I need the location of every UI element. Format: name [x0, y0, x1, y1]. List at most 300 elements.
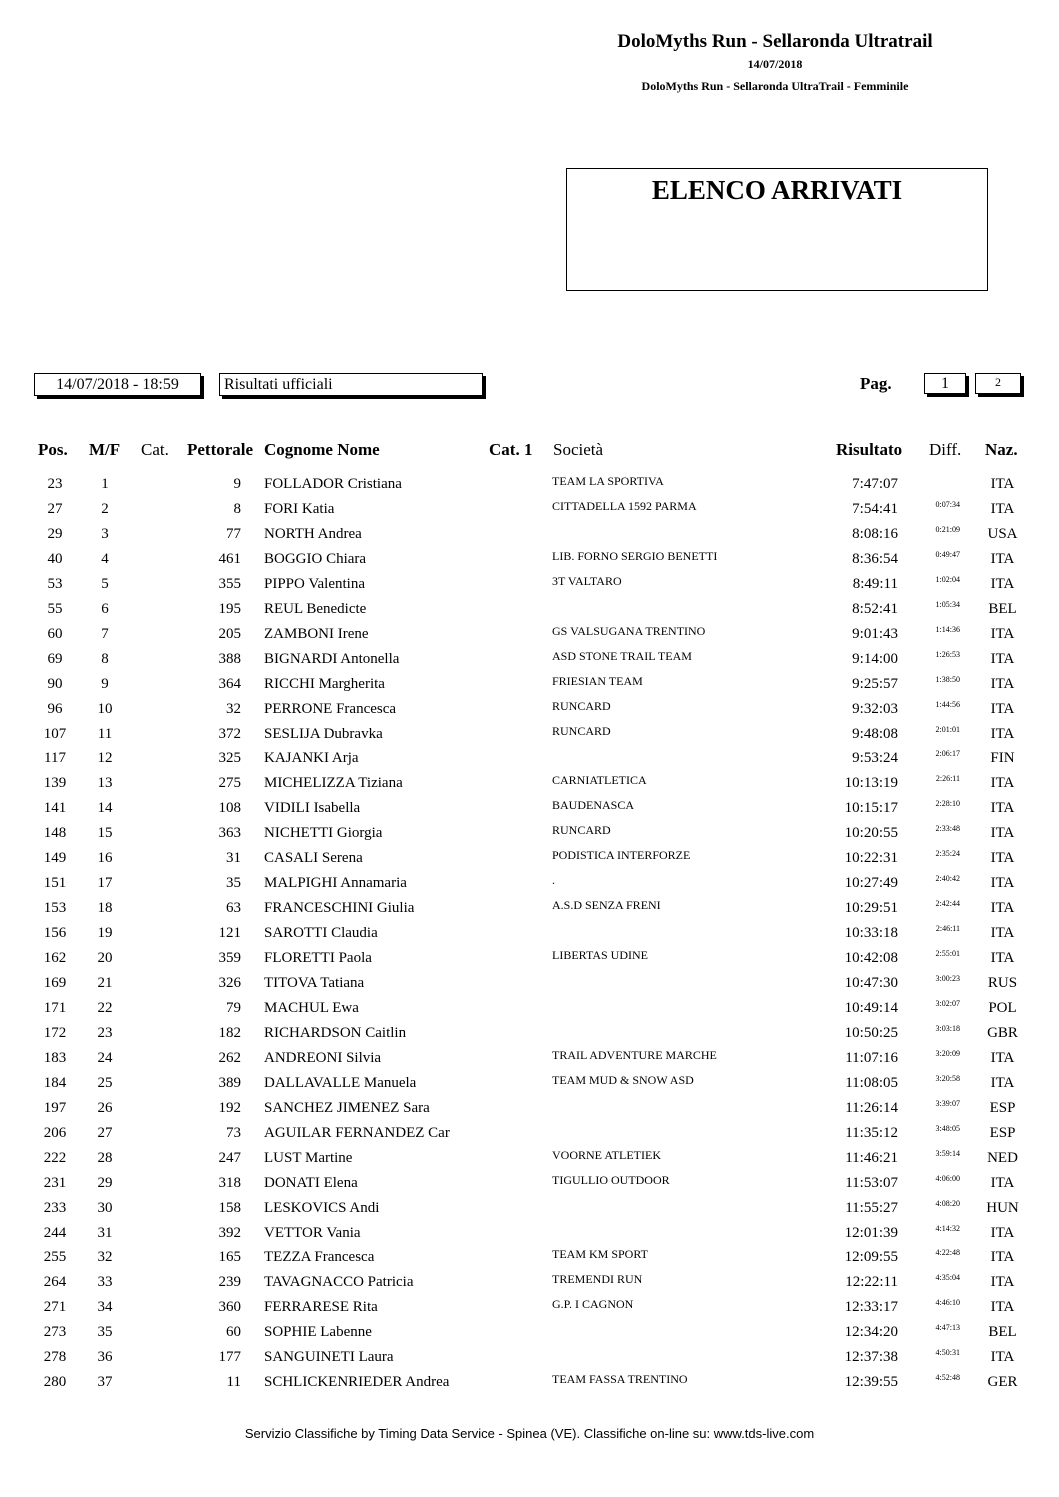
table-row	[0, 820, 1059, 845]
row-diff: 3:20:09	[935, 1048, 960, 1058]
row-risultato: 12:22:11	[845, 1274, 898, 1291]
row-pos: 23	[47, 476, 63, 492]
table-row	[0, 1220, 1059, 1245]
report-title-box	[566, 168, 988, 291]
table-row	[0, 945, 1059, 970]
row-risultato: 9:53:24	[852, 750, 898, 767]
row-pos: 60	[47, 625, 63, 642]
row-name: LESKOVICS Andi	[264, 1199, 380, 1216]
row-mf: 28	[97, 1149, 113, 1166]
row-societa: RUNCARD	[552, 698, 611, 713]
row-mf: 17	[97, 875, 113, 892]
row-risultato: 10:13:19	[844, 775, 898, 792]
row-naz: ITA	[990, 700, 1015, 717]
row-pos: 233	[43, 1199, 67, 1216]
row-diff: 2:06:17	[935, 749, 960, 759]
row-societa: A.S.D SENZA FRENI	[552, 898, 661, 913]
row-pos: 156	[43, 925, 67, 942]
row-mf: 14	[97, 800, 113, 817]
row-name: BOGGIO Chiara	[264, 550, 367, 567]
row-naz: ITA	[990, 675, 1015, 692]
row-mf: 12	[97, 750, 113, 767]
row-pettorale: 32	[226, 700, 241, 717]
row-risultato: 8:36:54	[852, 550, 898, 567]
row-pos: 244	[43, 1224, 67, 1241]
row-name: DONATI Elena	[264, 1174, 358, 1191]
table-row	[0, 646, 1059, 671]
row-risultato: 12:34:20	[844, 1324, 898, 1341]
row-mf: 37	[97, 1374, 113, 1391]
row-pos: 273	[43, 1324, 67, 1341]
row-mf: 11	[97, 725, 113, 742]
row-pettorale: 461	[218, 550, 241, 567]
row-naz: ITA	[990, 575, 1015, 592]
row-risultato: 9:48:08	[852, 725, 898, 742]
col-risultato: Risultato	[836, 440, 903, 459]
datetime-field: 14/07/2018 - 18:59	[34, 373, 201, 396]
event-date: 14/07/2018	[747, 57, 803, 71]
col-pettorale: Pettorale	[187, 440, 254, 459]
row-pos: 151	[43, 875, 67, 892]
row-pos: 96	[47, 700, 63, 717]
page-label: Pag.	[860, 374, 892, 393]
row-naz: ITA	[990, 1049, 1015, 1066]
row-diff: 2:35:24	[935, 849, 960, 859]
row-societa: GS VALSUGANA TRENTINO	[552, 623, 706, 638]
col-mf: M/F	[89, 440, 121, 459]
row-mf: 35	[97, 1324, 113, 1341]
row-societa: TEAM FASSA TRENTINO	[552, 1372, 688, 1387]
row-mf: 25	[97, 1074, 113, 1091]
row-pettorale: 177	[218, 1349, 241, 1366]
row-diff: 3:20:58	[935, 1073, 960, 1083]
table-row	[0, 546, 1059, 571]
row-risultato: 12:33:17	[844, 1299, 898, 1316]
status-field: Risultati ufficiali	[219, 373, 483, 396]
row-risultato: 11:07:16	[845, 1049, 898, 1066]
row-mf: 20	[97, 950, 113, 967]
row-pettorale: 355	[218, 575, 241, 592]
row-mf: 10	[97, 700, 113, 717]
row-diff: 4:06:00	[935, 1173, 960, 1183]
row-societa: CITTADELLA 1592 PARMA	[552, 498, 697, 513]
row-naz: ITA	[990, 775, 1015, 792]
row-mf: 4	[101, 550, 109, 567]
row-name: MICHELIZZA Tiziana	[264, 775, 403, 792]
row-diff: 0:07:34	[935, 499, 960, 509]
col-nome: Cognome Nome	[264, 440, 380, 459]
row-mf: 5	[101, 575, 109, 592]
row-pettorale: 182	[218, 1024, 241, 1041]
row-pos: 27	[47, 500, 63, 517]
row-mf: 9	[101, 675, 109, 692]
row-risultato: 12:37:38	[844, 1349, 898, 1366]
row-name: SOPHIE Labenne	[264, 1324, 372, 1341]
row-naz: ESP	[989, 1124, 1016, 1141]
row-pos: 29	[47, 525, 63, 542]
table-row	[0, 496, 1059, 521]
row-risultato: 8:08:16	[852, 525, 898, 542]
row-pos: 107	[43, 725, 67, 742]
row-naz: ITA	[990, 925, 1015, 942]
row-mf: 3	[101, 525, 109, 542]
row-diff: 0:21:09	[935, 524, 960, 534]
row-mf: 22	[97, 999, 113, 1016]
row-name: ZAMBONI Irene	[264, 625, 369, 642]
row-mf: 6	[101, 600, 109, 617]
table-row	[0, 1195, 1059, 1220]
row-naz: ITA	[990, 900, 1015, 917]
row-name: ANDREONI Silvia	[264, 1049, 382, 1066]
row-pettorale: 318	[218, 1174, 241, 1191]
row-pettorale: 11	[226, 1374, 241, 1391]
row-societa: TEAM MUD & SNOW ASD	[552, 1072, 694, 1087]
table-row	[0, 1045, 1059, 1070]
row-diff: 3:59:14	[935, 1148, 960, 1158]
row-societa: LIBERTAS UDINE	[552, 948, 648, 963]
row-mf: 24	[97, 1049, 113, 1066]
row-risultato: 11:53:07	[845, 1174, 898, 1191]
row-naz: ITA	[990, 476, 1015, 492]
row-name: FERRARESE Rita	[264, 1299, 378, 1316]
row-mf: 2	[101, 500, 109, 517]
row-name: RICHARDSON Caitlin	[264, 1024, 407, 1041]
row-pettorale: 195	[218, 600, 241, 617]
row-pettorale: 60	[226, 1324, 241, 1341]
row-name: SAROTTI Claudia	[264, 925, 378, 942]
row-risultato: 11:35:12	[845, 1124, 898, 1141]
row-naz: USA	[987, 525, 1018, 542]
row-naz: ITA	[990, 725, 1015, 742]
row-pos: 171	[43, 999, 67, 1016]
table-row	[0, 621, 1059, 646]
row-pos: 90	[47, 675, 63, 692]
row-diff: 4:46:10	[935, 1298, 960, 1308]
row-naz: ITA	[990, 1074, 1015, 1091]
row-naz: ITA	[990, 1299, 1015, 1316]
row-naz: RUS	[987, 975, 1018, 991]
row-naz: ITA	[990, 1224, 1015, 1241]
row-name: BIGNARDI Antonella	[264, 650, 400, 667]
row-name: VETTOR Vania	[264, 1224, 361, 1241]
table-row	[0, 1020, 1059, 1045]
table-row	[0, 970, 1059, 995]
row-pos: 231	[43, 1174, 67, 1191]
row-diff: 1:26:53	[935, 649, 960, 659]
row-pos: 278	[43, 1349, 67, 1366]
row-pos: 153	[43, 900, 67, 917]
table-row	[0, 1145, 1059, 1170]
row-risultato: 10:22:31	[844, 850, 898, 867]
row-diff: 2:26:11	[935, 774, 960, 784]
table-row	[0, 521, 1059, 546]
row-naz: ITA	[990, 1174, 1015, 1191]
table-row	[0, 571, 1059, 596]
row-mf: 26	[97, 1099, 113, 1116]
row-name: KAJANKI Arja	[264, 750, 359, 767]
row-risultato: 10:15:17	[844, 800, 898, 817]
col-societa: Società	[553, 440, 604, 459]
row-risultato: 10:33:18	[844, 925, 898, 942]
row-pos: 172	[43, 1024, 67, 1041]
row-naz: ITA	[990, 850, 1015, 867]
table-row	[0, 1095, 1059, 1120]
row-societa: RUNCARD	[552, 823, 611, 838]
table-row	[0, 1170, 1059, 1195]
row-diff: 2:40:42	[935, 874, 960, 884]
table-row	[0, 870, 1059, 895]
row-diff: 3:48:05	[935, 1123, 960, 1133]
row-pos: 197	[43, 1099, 67, 1116]
row-naz: ITA	[990, 825, 1015, 842]
row-societa: FRIESIAN TEAM	[552, 673, 643, 688]
row-naz: ITA	[990, 500, 1015, 517]
row-pos: 169	[43, 975, 67, 991]
row-naz: BEL	[988, 1324, 1017, 1341]
table-row	[0, 721, 1059, 746]
row-name: PERRONE Francesca	[264, 700, 397, 717]
col-naz: Naz.	[985, 440, 1018, 459]
row-diff: 2:55:01	[935, 949, 960, 959]
row-societa: CARNIATLETICA	[552, 773, 647, 788]
row-societa: .	[552, 873, 555, 888]
row-mf: 29	[97, 1174, 113, 1191]
row-pettorale: 359	[218, 950, 241, 967]
row-pettorale: 239	[218, 1274, 241, 1291]
row-diff: 2:33:48	[935, 824, 960, 834]
col-cat1: Cat. 1	[489, 440, 533, 459]
row-naz: FIN	[990, 750, 1015, 767]
row-pos: 148	[43, 825, 67, 842]
row-pos: 55	[47, 600, 63, 617]
row-societa: LIB. FORNO SERGIO BENETTI	[552, 548, 718, 563]
row-name: SANGUINETI Laura	[264, 1349, 394, 1366]
row-name: TAVAGNACCO Patricia	[264, 1274, 414, 1291]
row-mf: 23	[97, 1024, 113, 1041]
row-name: TEZZA Francesca	[264, 1249, 375, 1266]
footer-text: Servizio Classifiche by Timing Data Service - Spinea (VE). Classifiche on-line su: www.tds-live.com	[244, 1426, 815, 1441]
row-mf: 31	[97, 1224, 113, 1241]
row-risultato: 10:47:30	[844, 975, 898, 991]
row-pettorale: 389	[218, 1074, 241, 1091]
row-mf: 1	[101, 476, 109, 492]
row-mf: 18	[97, 900, 113, 917]
row-name: FOLLADOR Cristiana	[264, 476, 402, 492]
row-risultato: 9:32:03	[852, 700, 898, 717]
row-naz: NED	[987, 1149, 1018, 1166]
row-risultato: 11:55:27	[845, 1199, 898, 1216]
row-pettorale: 192	[218, 1099, 241, 1116]
row-naz: HUN	[986, 1199, 1019, 1216]
row-mf: 15	[97, 825, 113, 842]
row-pos: 69	[47, 650, 63, 667]
table-row	[0, 745, 1059, 770]
row-diff: 4:14:32	[935, 1223, 960, 1233]
row-diff: 1:14:36	[935, 624, 960, 634]
table-row	[0, 1244, 1059, 1269]
row-name: TITOVA Tatiana	[264, 975, 365, 991]
row-pos: 53	[47, 575, 63, 592]
row-pos: 271	[43, 1299, 67, 1316]
row-risultato: 7:47:07	[852, 476, 898, 492]
row-risultato: 12:01:39	[844, 1224, 898, 1241]
row-mf: 30	[97, 1199, 113, 1216]
row-pettorale: 158	[218, 1199, 241, 1216]
row-name: VIDILI Isabella	[264, 800, 361, 817]
row-diff: 1:44:56	[935, 699, 960, 709]
row-pettorale: 8	[233, 500, 241, 517]
row-pos: 162	[43, 950, 67, 967]
row-pos: 183	[43, 1049, 67, 1066]
row-risultato: 9:25:57	[852, 675, 898, 692]
row-pos: 255	[43, 1249, 67, 1266]
row-name: FRANCESCHINI Giulia	[264, 900, 415, 917]
event-subtitle: DoloMyths Run - Sellaronda UltraTrail - Femminile	[641, 79, 909, 93]
row-societa: G.P. I CAGNON	[552, 1297, 634, 1312]
row-diff: 4:22:48	[935, 1248, 960, 1258]
row-societa: BAUDENASCA	[552, 798, 635, 813]
row-risultato: 11:46:21	[845, 1149, 898, 1166]
table-row	[0, 696, 1059, 721]
row-societa: TREMENDI RUN	[552, 1272, 643, 1287]
row-risultato: 10:20:55	[844, 825, 898, 842]
row-mf: 36	[97, 1349, 113, 1366]
row-pettorale: 73	[226, 1124, 241, 1141]
row-pettorale: 108	[218, 800, 241, 817]
row-pettorale: 372	[218, 725, 241, 742]
row-risultato: 10:50:25	[844, 1024, 898, 1041]
row-pos: 206	[43, 1124, 67, 1141]
row-diff: 1:38:50	[935, 674, 960, 684]
row-diff: 2:01:01	[935, 724, 960, 734]
row-name: LUST Martine	[264, 1149, 353, 1166]
row-pettorale: 388	[218, 650, 241, 667]
table-row	[0, 1120, 1059, 1145]
row-societa: RUNCARD	[552, 723, 611, 738]
row-mf: 7	[101, 625, 109, 642]
row-diff: 3:00:23	[935, 974, 960, 983]
row-diff: 1:02:04	[935, 574, 960, 584]
row-naz: GBR	[987, 1024, 1018, 1041]
row-pettorale: 364	[218, 675, 241, 692]
row-pos: 139	[43, 775, 67, 792]
table-row	[0, 795, 1059, 820]
row-mf: 13	[97, 775, 113, 792]
row-risultato: 9:01:43	[852, 625, 898, 642]
row-naz: ITA	[990, 875, 1015, 892]
table-row	[0, 1294, 1059, 1319]
row-pos: 184	[43, 1074, 67, 1091]
row-pettorale: 247	[218, 1149, 241, 1166]
row-societa: 3T VALTARO	[552, 573, 622, 588]
row-diff: 3:02:07	[935, 998, 960, 1008]
row-risultato: 10:42:08	[844, 950, 898, 967]
row-pos: 264	[43, 1274, 67, 1291]
row-risultato: 10:29:51	[844, 900, 898, 917]
table-row	[0, 1319, 1059, 1344]
table-row	[0, 770, 1059, 795]
row-name: FLORETTI Paola	[264, 950, 372, 967]
row-pettorale: 325	[218, 750, 241, 767]
row-risultato: 12:39:55	[844, 1374, 898, 1391]
row-diff: 2:42:44	[935, 899, 960, 909]
row-societa: VOORNE ATLETIEK	[552, 1147, 661, 1162]
table-row	[0, 596, 1059, 621]
row-name: CASALI Serena	[264, 850, 363, 867]
col-diff: Diff.	[929, 440, 962, 459]
row-risultato: 8:49:11	[852, 575, 898, 592]
row-pettorale: 275	[218, 775, 241, 792]
table-row	[0, 671, 1059, 696]
table-row	[0, 471, 1059, 496]
row-pettorale: 79	[226, 999, 241, 1016]
table-row	[0, 1070, 1059, 1095]
row-pettorale: 35	[226, 875, 241, 892]
row-risultato: 11:08:05	[845, 1074, 898, 1091]
table-row	[0, 1344, 1059, 1369]
row-name: SANCHEZ JIMENEZ Sara	[264, 1099, 430, 1116]
row-name: SCHLICKENRIEDER Andrea	[264, 1374, 450, 1391]
row-mf: 8	[101, 650, 109, 667]
row-pettorale: 326	[218, 975, 241, 991]
row-pettorale: 121	[218, 925, 241, 942]
row-naz: ITA	[990, 800, 1015, 817]
row-naz: ITA	[990, 1349, 1015, 1366]
row-naz: ITA	[990, 950, 1015, 967]
row-risultato: 10:27:49	[844, 875, 898, 892]
row-name: REUL Benedicte	[264, 600, 367, 617]
row-mf: 16	[97, 850, 113, 867]
row-pettorale: 392	[218, 1224, 241, 1241]
row-name: DALLAVALLE Manuela	[264, 1074, 417, 1091]
row-risultato: 9:14:00	[852, 650, 898, 667]
row-diff: 2:46:11	[935, 924, 960, 934]
table-row	[0, 1369, 1059, 1394]
row-societa: ASD STONE TRAIL TEAM	[552, 648, 692, 663]
row-risultato: 7:54:41	[852, 500, 898, 517]
row-diff: 4:50:31	[935, 1348, 960, 1358]
row-societa: PODISTICA INTERFORZE	[552, 848, 691, 863]
row-naz: ITA	[990, 1249, 1015, 1266]
col-cat: Cat.	[141, 440, 169, 459]
row-societa: TEAM KM SPORT	[552, 1247, 648, 1262]
row-naz: BEL	[988, 600, 1017, 617]
row-mf: 27	[97, 1124, 113, 1141]
row-name: RICCHI Margherita	[264, 675, 385, 692]
row-diff: 2:28:10	[935, 799, 960, 809]
page-current-button[interactable]: 1	[924, 373, 966, 394]
row-mf: 32	[97, 1249, 113, 1266]
row-name: MACHUL Ewa	[264, 999, 359, 1016]
row-risultato: 10:49:14	[844, 999, 898, 1016]
row-risultato: 8:52:41	[852, 600, 898, 617]
row-pos: 280	[43, 1374, 67, 1391]
row-name: AGUILAR FERNANDEZ Car	[264, 1124, 450, 1141]
row-pettorale: 63	[226, 900, 241, 917]
table-row	[0, 995, 1059, 1020]
row-pos: 117	[44, 750, 66, 767]
row-diff: 3:03:18	[935, 1023, 960, 1033]
table-row	[0, 920, 1059, 945]
row-pettorale: 9	[233, 476, 241, 492]
page-total-button[interactable]: 2	[975, 373, 1021, 394]
table-row	[0, 1269, 1059, 1294]
row-societa: TRAIL ADVENTURE MARCHE	[552, 1047, 717, 1062]
col-pos: Pos.	[38, 440, 68, 459]
row-name: SESLIJA Dubravka	[264, 725, 383, 742]
row-name: MALPIGHI Annamaria	[264, 875, 407, 892]
row-naz: POL	[988, 999, 1017, 1016]
